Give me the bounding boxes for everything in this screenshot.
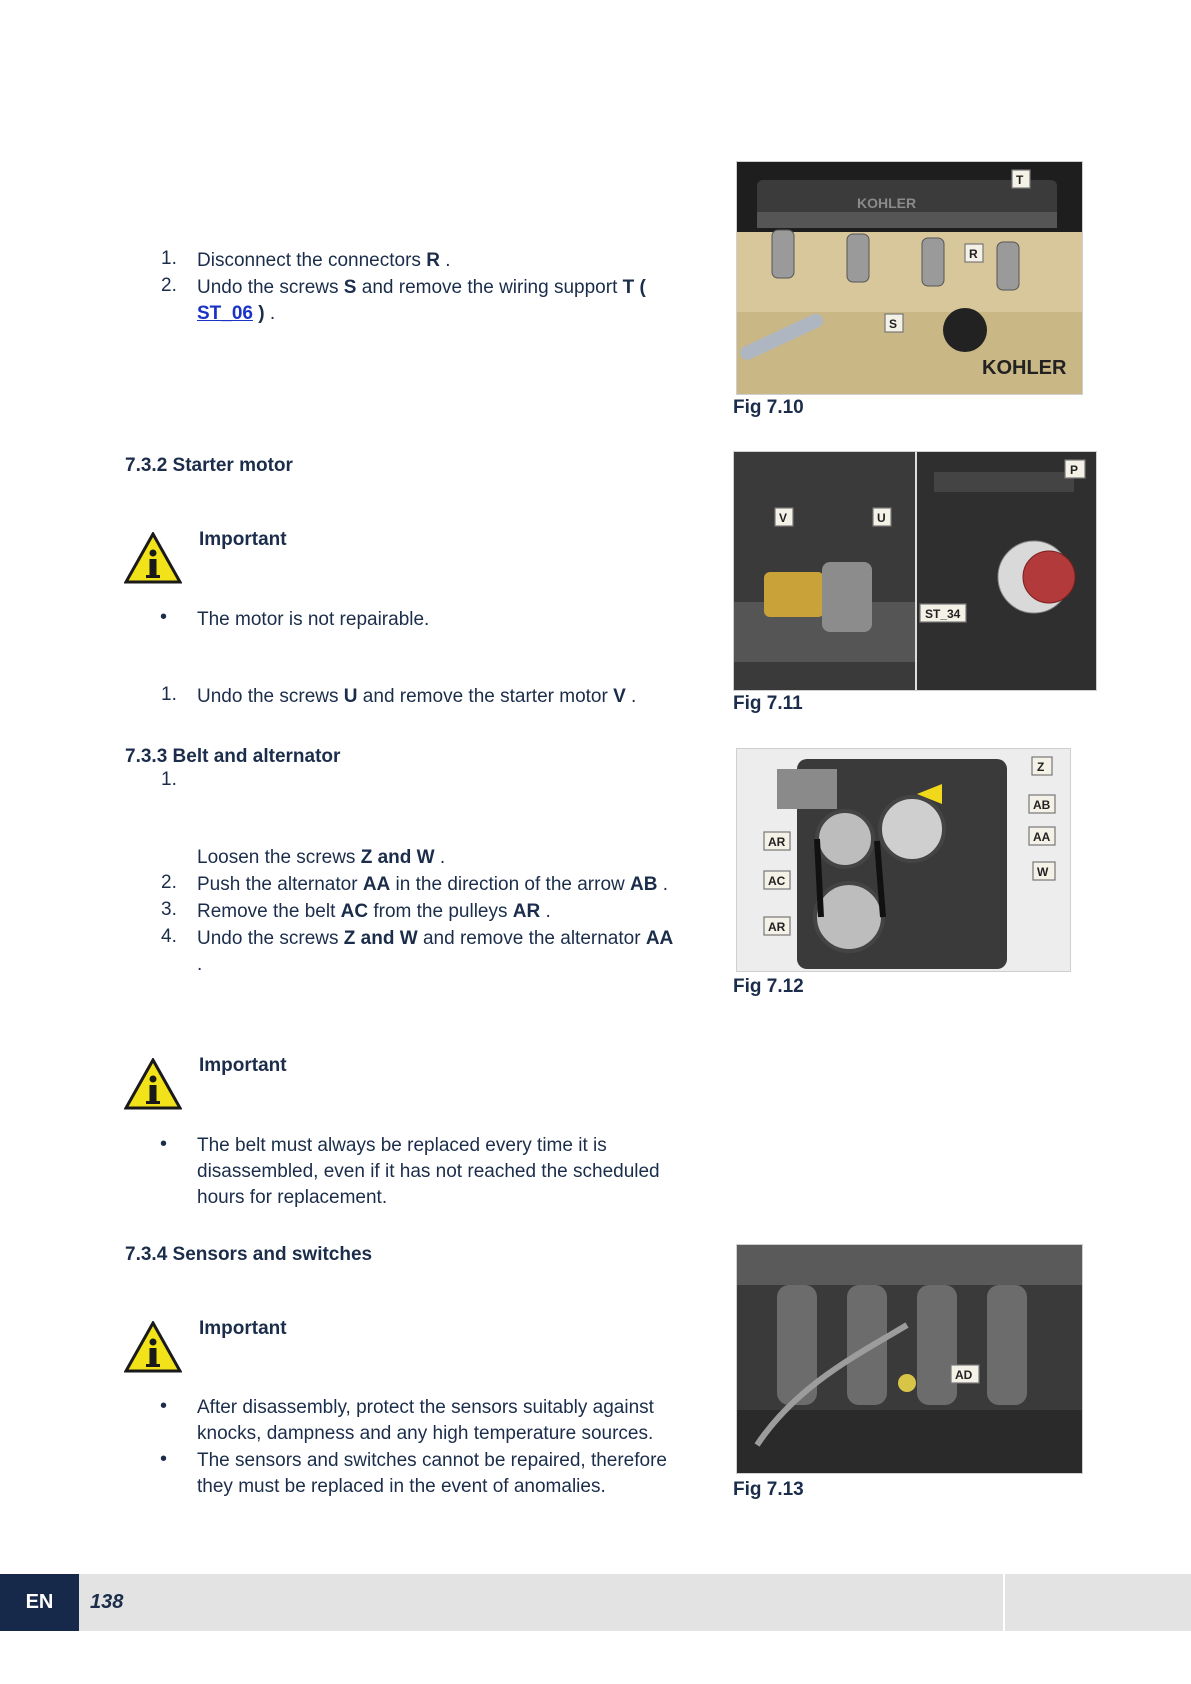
step-text: Loosen the screws Z and W . [197, 847, 446, 868]
step-number: 1. [161, 769, 177, 790]
svg-text:AC: AC [768, 874, 786, 888]
list-item: The motor is not repairable. [197, 609, 430, 630]
figure-caption: Fig 7.12 [733, 976, 804, 997]
figure-7-13-image [736, 1244, 1083, 1474]
kohler-rail-text: KOHLER [857, 195, 917, 211]
svg-text:ST_34: ST_34 [925, 607, 961, 621]
callout-V [775, 508, 793, 526]
callout-AR-lower [764, 917, 790, 935]
warning-icon [124, 1058, 182, 1110]
bullet-dot: • [160, 1395, 168, 1417]
page-number: 138 [90, 1591, 124, 1613]
callout-AC [764, 871, 790, 889]
step-text: Remove the belt AC from the pulleys AR . [197, 901, 551, 922]
svg-text:V: V [779, 511, 788, 525]
footer-language: EN [0, 1574, 79, 1631]
figure-7-12-image [736, 748, 1071, 972]
svg-text:S: S [889, 317, 898, 331]
bullet-dot: • [160, 1133, 168, 1155]
starter-motor-illustration [734, 452, 1096, 690]
figure-caption: Fig 7.13 [733, 1479, 804, 1500]
callout-AA [1029, 827, 1055, 845]
callout-P [1065, 460, 1085, 478]
callout-R [965, 244, 983, 262]
list-item: After disassembly, protect the sensors suitably against knocks, dampness and any high temperature sources. [197, 1397, 654, 1444]
svg-text:T: T [1016, 173, 1024, 187]
step-number: 3. [161, 899, 177, 920]
figure-caption: Fig 7.10 [733, 397, 804, 418]
list-item: The sensors and switches cannot be repaired, therefore they must be replaced in the event of anomalies. [197, 1450, 667, 1497]
sensor-illustration [737, 1245, 1082, 1473]
svg-text:AA: AA [1033, 830, 1051, 844]
warning-icon [124, 1321, 182, 1373]
svg-text:W: W [1037, 865, 1049, 879]
figure-caption: Fig 7.11 [733, 693, 803, 714]
svg-text:R: R [969, 247, 978, 261]
st06-link[interactable]: ST_06 [197, 303, 253, 324]
step-number: 1. [161, 684, 177, 705]
callout-ST34 [920, 604, 966, 622]
figure-7-11-image [733, 451, 1097, 691]
bullet-dot: • [160, 606, 168, 628]
step-text: Push the alternator AA in the direction of the arrow AB . [197, 874, 669, 895]
step-number: 4. [161, 926, 177, 947]
svg-text:P: P [1070, 463, 1079, 477]
section-heading-7-3-2: 7.3.2 Starter motor [125, 455, 293, 476]
engine-head-illustration [737, 162, 1082, 394]
belt-alternator-illustration [737, 749, 1070, 971]
important-title: Important [199, 1318, 287, 1339]
step-number: 2. [161, 275, 177, 296]
svg-text:AD: AD [955, 1368, 973, 1382]
step-text: Disconnect the connectors R . [197, 250, 451, 271]
step-number: 2. [161, 872, 177, 893]
callout-S [885, 314, 903, 332]
callout-W [1033, 862, 1055, 880]
step-text: Undo the screws U and remove the starter motor V . [197, 686, 637, 707]
section-heading-7-3-4: 7.3.4 Sensors and switches [125, 1244, 373, 1265]
important-title: Important [199, 1055, 287, 1076]
list-item: The belt must always be replaced every time it is disassembled, even if it has not reached the scheduled hours for replacement. [197, 1135, 660, 1208]
section-heading-7-3-3: 7.3.3 Belt and alternator [125, 746, 341, 767]
svg-text:AB: AB [1033, 798, 1051, 812]
svg-text:U: U [877, 511, 886, 525]
step-text: Undo the screws S and remove the wiring support T ( ST_06 ) . [197, 277, 646, 324]
callout-U [873, 508, 891, 526]
svg-text:AR: AR [768, 920, 786, 934]
callout-T [1012, 170, 1030, 188]
svg-text:Z: Z [1037, 760, 1045, 774]
step-text: Undo the screws Z and W and remove the alternator AA . [197, 928, 674, 975]
bullet-dot: • [160, 1448, 168, 1470]
footer-divider [1003, 1574, 1005, 1631]
callout-AB [1029, 795, 1055, 813]
warning-icon [124, 532, 182, 584]
callout-AD [951, 1365, 979, 1383]
kohler-logo-text: KOHLER [982, 357, 1067, 379]
important-title: Important [199, 529, 287, 550]
callout-Z [1032, 757, 1052, 775]
figure-7-10-image [736, 161, 1083, 395]
step-number: 1. [161, 248, 177, 269]
callout-AR [764, 832, 790, 850]
footer-bar [0, 1574, 1191, 1631]
svg-text:AR: AR [768, 835, 786, 849]
